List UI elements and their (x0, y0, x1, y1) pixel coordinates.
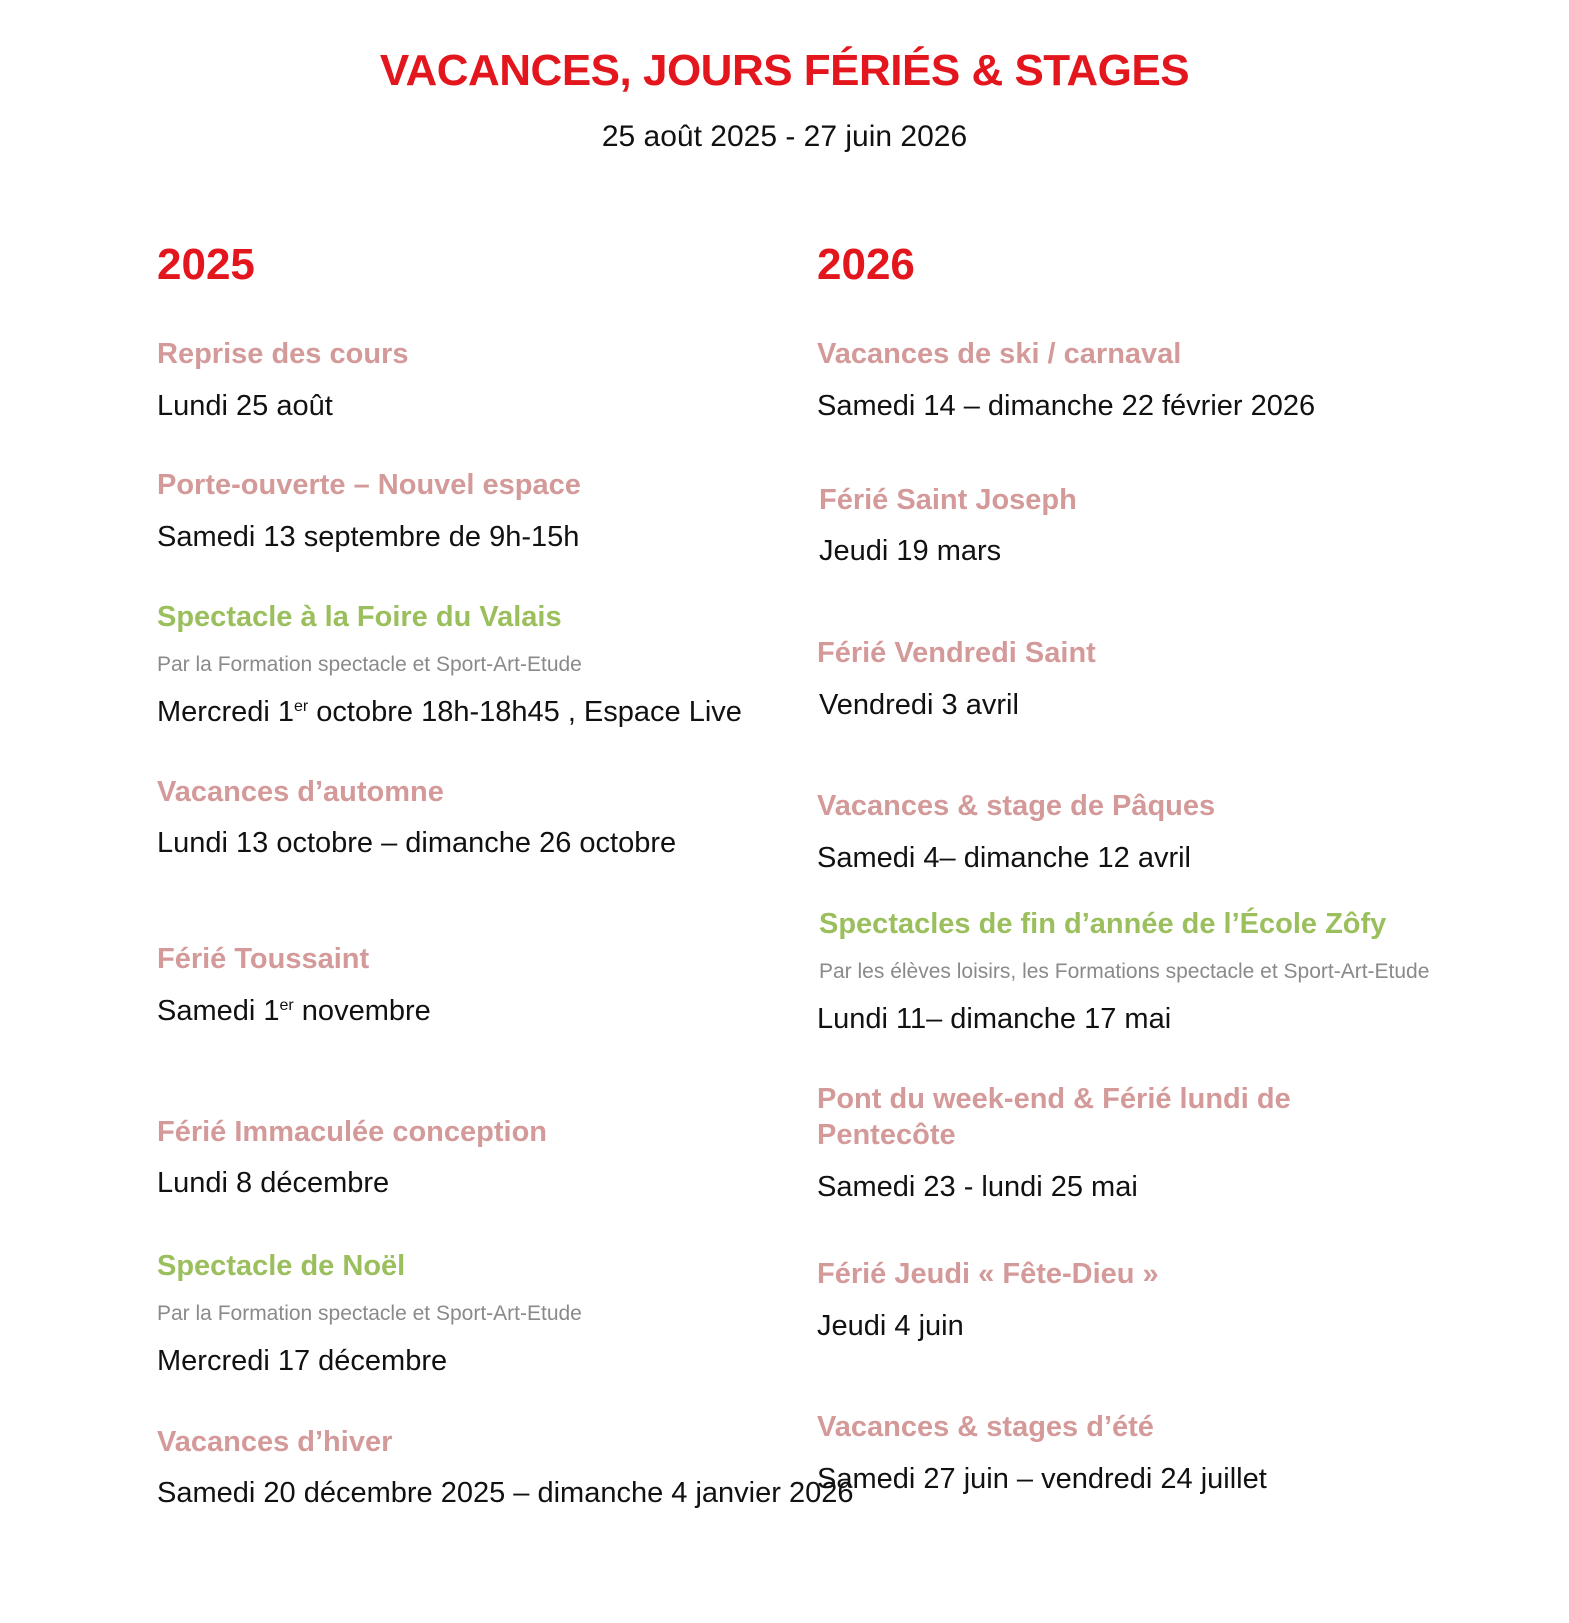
event-heading-fete-dieu: Férié Jeudi « Fête-Dieu » (817, 1258, 1159, 1290)
date-text: novembre (293, 995, 431, 1027)
event-note-noel: Par la Formation spectacle et Sport-Art-Etude (157, 1302, 582, 1325)
ordinal-suffix: er (294, 698, 309, 715)
date-text: octobre 18h-18h45 , Espace Live (308, 696, 742, 728)
event-date-saint-joseph: Jeudi 19 mars (819, 535, 1002, 567)
event-heading-fin-annee: Spectacles de fin d’année de l’École Zôfy (819, 908, 1387, 940)
event-date-pentecote: Samedi 23 - lundi 25 mai (817, 1171, 1138, 1203)
event-heading-noel: Spectacle de Noël (157, 1250, 406, 1282)
ordinal-suffix: er (279, 997, 294, 1014)
event-heading-porte-ouverte: Porte-ouverte – Nouvel espace (157, 469, 581, 501)
event-date-toussaint (157, 995, 431, 1028)
event-date-automne: Lundi 13 octobre – dimanche 26 octobre (157, 827, 677, 859)
event-heading-reprise: Reprise des cours (157, 338, 409, 370)
event-heading-ete: Vacances & stages d’été (817, 1411, 1154, 1443)
year-heading-2025: 2025 (157, 240, 255, 289)
event-date-porte-ouverte: Samedi 13 septembre de 9h-15h (157, 521, 580, 553)
event-date-foire (157, 696, 742, 729)
event-heading-automne: Vacances d’automne (157, 776, 444, 808)
event-note-foire: Par la Formation spectacle et Sport-Art-Etude (157, 653, 582, 676)
date-text: Mercredi 1 (157, 696, 294, 728)
event-heading-ski: Vacances de ski / carnaval (817, 338, 1182, 370)
event-heading-toussaint: Férié Toussaint (157, 943, 370, 975)
event-date-fin-annee: Lundi 11– dimanche 17 mai (817, 1003, 1172, 1035)
event-date-ete: Samedi 27 juin – vendredi 24 juillet (817, 1463, 1267, 1495)
event-heading-immaculee: Férié Immaculée conception (157, 1116, 548, 1148)
event-heading-pentecote-line1: Pont du week-end & Férié lundi de (817, 1083, 1291, 1115)
event-heading-hiver: Vacances d’hiver (157, 1426, 393, 1458)
event-heading-saint-joseph: Férié Saint Joseph (819, 484, 1077, 516)
event-date-noel: Mercredi 17 décembre (157, 1345, 448, 1377)
event-date-immaculee: Lundi 8 décembre (157, 1167, 390, 1199)
event-date-fete-dieu: Jeudi 4 juin (817, 1310, 964, 1342)
event-date-ski: Samedi 14 – dimanche 22 février 2026 (817, 390, 1316, 422)
event-date-reprise: Lundi 25 août (157, 390, 333, 422)
event-heading-vendredi-saint: Férié Vendredi Saint (817, 637, 1096, 669)
event-heading-foire: Spectacle à la Foire du Valais (157, 601, 562, 633)
event-date-paques: Samedi 4– dimanche 12 avril (817, 842, 1191, 874)
event-note-fin-annee: Par les élèves loisirs, les Formations spectacle et Sport-Art-Etude (819, 960, 1430, 983)
event-heading-pentecote-line2: Pentecôte (817, 1119, 956, 1151)
page-title: VACANCES, JOURS FÉRIÉS & STAGES (379, 46, 1190, 95)
year-heading-2026: 2026 (817, 240, 915, 289)
event-date-hiver: Samedi 20 décembre 2025 – dimanche 4 janvier 2026 (157, 1477, 854, 1509)
period-subtitle: 25 août 2025 - 27 juin 2026 (601, 120, 968, 153)
event-date-vendredi-saint: Vendredi 3 avril (819, 689, 1019, 721)
date-text: Samedi 1 (157, 995, 280, 1027)
event-heading-paques: Vacances & stage de Pâques (817, 790, 1216, 822)
